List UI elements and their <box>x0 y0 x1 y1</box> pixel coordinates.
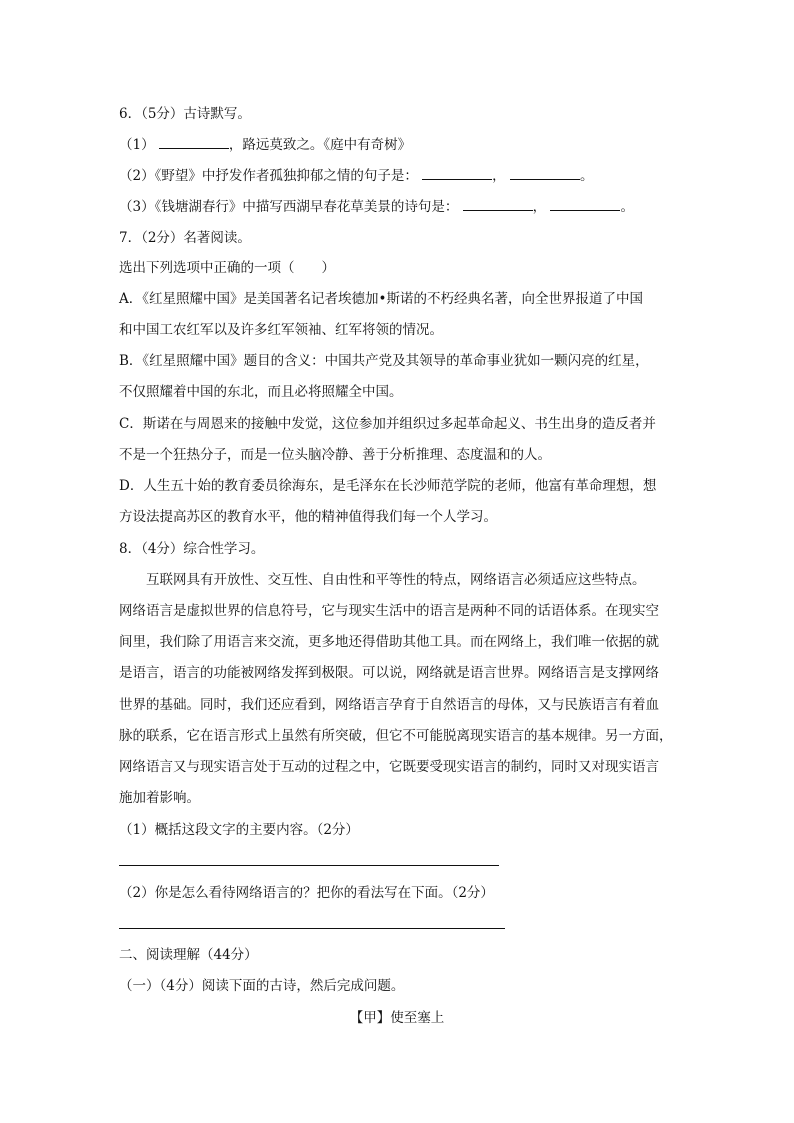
q7-option-line: 方设法提高苏区的教育水平，他的精神值得我们每一个人学习。 <box>119 509 497 525</box>
q6-title: 6．（5分）古诗默写。 <box>119 106 251 122</box>
q6-item-3-end: 。 <box>620 199 634 215</box>
q7-prompt: 选出下列选项中正确的一项（ ） <box>119 260 335 276</box>
q6-item-1-label: （1） <box>119 137 155 153</box>
q6-item-3 <box>119 196 634 217</box>
poem-title: 【甲】使至塞上 <box>349 1010 445 1026</box>
q6-item-2 <box>119 165 593 186</box>
passage-line: 世界的基础。同时，我们还应看到，网络语言孕育于自然语言的母体，又与民族语言有着血 <box>119 697 659 713</box>
q7-option-line: 不仅照耀着中国的东北，而且必将照耀全中国。 <box>119 384 403 400</box>
passage-line: 互联网具有开放性、交互性、自由性和平等性的特点，网络语言必须适应这些特点。 <box>119 572 646 588</box>
q7-option-line: A．《红星照耀中国》是美国著名记者埃德加•斯诺的不朽经典名著，向全世界报道了中国 <box>119 291 643 307</box>
answer-line-1[interactable] <box>119 865 499 866</box>
q7-option-line: B．《红星照耀中国》题目的含义：中国共产党及其领导的革命事业犹如一颗闪亮的红星， <box>119 353 649 369</box>
q6-blank-3a[interactable] <box>463 196 533 211</box>
section2-title: 二、阅读理解（44分） <box>119 947 258 963</box>
q6-item-2-sep: ， <box>492 168 506 184</box>
answer-line-2[interactable] <box>119 928 505 929</box>
q7-option-line: C．斯诺在与周恩来的接触中发觉，这位参加并组织过多起革命起义、书生出身的造反者并 <box>119 416 656 432</box>
passage-line: 是语言，语言的功能被网络发挥到极限。可以说，网络就是语言世界。网络语言是支撑网络 <box>119 665 659 681</box>
q6-item-2-text: （2）《野望》中抒发作者孤独抑郁之情的句子是： <box>119 168 418 184</box>
passage-line: 网络语言又与现实语言处于互动的过程之中，它既要受现实语言的制约，同时又对现实语言 <box>119 759 659 775</box>
passage-line: 施加着影响。 <box>119 790 200 806</box>
q6-item-3-text: （3）《钱塘湖春行》中描写西湖早春花草美景的诗句是： <box>119 199 459 215</box>
q6-blank-2b[interactable] <box>510 165 580 180</box>
q6-item-1 <box>119 134 411 155</box>
passage-line: 脉的联系，它在语言形式上虽然有所突破，但它不可能脱离现实语言的基本规律。另一方面， <box>119 728 673 744</box>
passage-line: 间里，我们除了用语言来交流，更多地还得借助其他工具。而在网络上，我们唯一依据的就 <box>119 634 659 650</box>
q7-option-line: D．人生五十始的教育委员徐海东，是毛泽东在长沙师范学院的老师，他富有革命理想，想 <box>119 478 657 494</box>
passage-line: 网络语言是虚拟世界的信息符号，它与现实生活中的语言是两种不同的话语体系。在现实空 <box>119 603 659 619</box>
q7-title: 7．（2分）名著阅读。 <box>119 230 251 246</box>
q6-blank-2a[interactable] <box>422 165 492 180</box>
q6-blank-3b[interactable] <box>550 196 620 211</box>
q6-item-1-text: ，路远莫致之。《庭中有奇树》 <box>228 137 412 153</box>
q7-option-line: 和中国工农红军以及许多红军领袖、红军将领的情况。 <box>119 322 443 338</box>
q6-item-2-end: 。 <box>579 168 594 184</box>
q8-sub1: （1）概括这段文字的主要内容。（2分） <box>119 822 359 838</box>
q7-option-line: 不是一个狂热分子，而是一位头脑冷静、善于分析推理、态度温和的人。 <box>119 447 551 463</box>
q6-item-3-sep: ， <box>532 199 547 215</box>
q6-blank-1[interactable] <box>159 134 229 149</box>
section2-part1: （一）（4分）阅读下面的古诗，然后完成问题。 <box>119 978 405 994</box>
q8-sub2: （2）你是怎么看待网络语言的？把你的看法写在下面。（2分） <box>119 885 494 901</box>
q8-title: 8．（4分）综合性学习。 <box>119 541 265 557</box>
